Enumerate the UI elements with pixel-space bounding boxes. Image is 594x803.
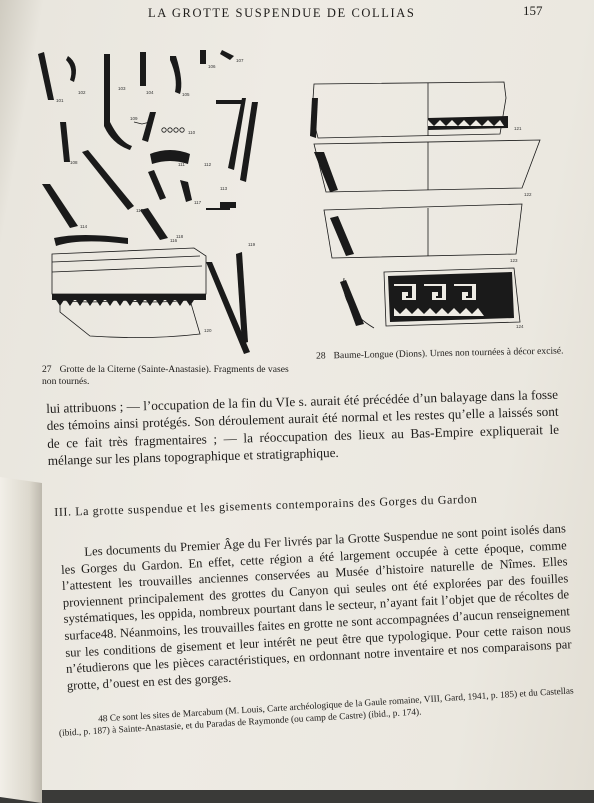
label-118: 118 — [176, 234, 184, 239]
label-121: 121 — [514, 126, 522, 131]
label-115: 115 — [136, 208, 144, 213]
paragraph-gorges-du-gardon: Les documents du Premier Âge du Fer livrés par la Grotte Suspendue ne sont point isolés dans les Gorges du Gardon. En effet, cette région a été largement occupée à cette époque, comme l’attestent les trouvailles anciennes conservées au Musée d’histoire naturelle de Nîmes. Elles proviennent principalement des grottes du Canyon qui seules ont été explorées par des fouilles systématiques, les oppida, nombreux pourtant dans le secteur, n’ayant fait l’objet que de récoltes de surface48. Néanmoins, les trouvailles faites en grotte ne sont accompagnées d’aucun renseignement sur les conditions de gisement et leur intérêt ne peut être que typologique. Pour cette raison nous n’étudierons que les pièces caractéristiques, en ordonnant notre inventaire et nos comparaisons par grotte, d’ouest en est des gorges. — [60, 521, 572, 693]
figure-28-drawings — [304, 78, 554, 340]
running-title: LA GROTTE SUSPENDUE DE COLLIAS — [148, 6, 416, 20]
label-107: 107 — [236, 58, 244, 63]
section-heading: III. La grotte suspendue et les gisements contemporains des Gorges du Gardon — [54, 491, 478, 519]
label-108: 108 — [70, 160, 78, 165]
label-117: 117 — [194, 200, 202, 205]
label-106: 106 — [208, 64, 216, 69]
paragraph-continued: lui attribuons ; — l’occupation de la fin du VIe s. aurait été précédée d’un balayage dans la fosse des témoins ainsi protégés. Son déroulement aurait été normal et les restes qu’elle a laissés sont de ce fait très fragmentaires ; — la réoccupation des lieux au Bas-Empire expliquerait le mélange sur les plans topographique et stratigraphique. — [46, 386, 560, 469]
figure-27-drawings — [30, 42, 270, 360]
footnote-48: 48 Ce sont les sites de Marcabum (M. Louis, Carte archéologique de la Gaule romaine, VIII, Gard, 1941, p. 185) et du Castellas (ibid., p. 187) à Sainte-Anastasie, et du Paradas de Raymonde (ou camp de Castre) (ibid., p. 174). — [58, 686, 574, 739]
label-103: 103 — [118, 86, 126, 91]
figure-28-number: 28 — [315, 350, 326, 362]
figure-28-caption — [316, 345, 566, 362]
label-124: 124 — [516, 324, 524, 329]
label-120: 120 — [204, 328, 212, 333]
label-110: 110 — [188, 130, 196, 135]
label-101: 101 — [56, 98, 64, 103]
figure-28-caption-text: Baume-Longue (Dions). Urnes non tournées à décor excisé. — [333, 345, 564, 362]
label-116: 116 — [170, 238, 178, 243]
label-104: 104 — [146, 90, 154, 95]
figure-27-caption — [42, 364, 292, 388]
figure-27-number: 27 — [42, 364, 52, 375]
label-111: 111 — [178, 162, 185, 167]
label-105: 105 — [182, 92, 190, 97]
label-122: 122 — [524, 192, 532, 197]
page-number: 157 — [523, 3, 543, 18]
label-119: 119 — [248, 242, 256, 247]
label-112: 112 — [204, 162, 212, 167]
label-113: 113 — [220, 186, 228, 191]
label-102: 102 — [78, 90, 86, 95]
figure-27-caption-text: Grotte de la Citerne (Sainte-Anastasie). Fragments de vases non tournés. — [42, 364, 289, 387]
label-109: 109 — [130, 116, 138, 121]
label-123: 123 — [510, 258, 518, 263]
label-114: 114 — [80, 224, 88, 229]
